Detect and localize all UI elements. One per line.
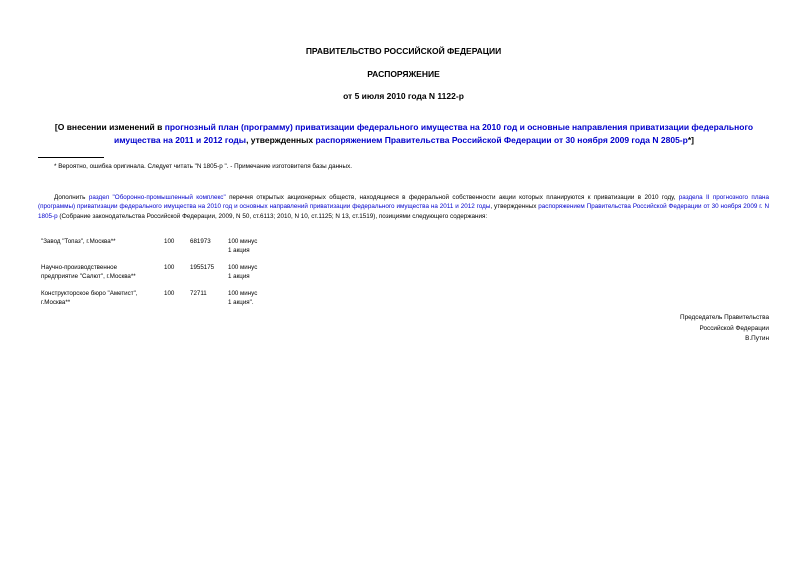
footnote: * Вероятно, ошибка оригинала. Следует читать "N 1805-р ". - Примечание изготовителя базы данных.	[54, 163, 352, 170]
subject-text-3: *]	[687, 134, 694, 145]
government-title: ПРАВИТЕЛЬСТВО РОССИЙСКОЙ ФЕДЕРАЦИИ	[305, 46, 502, 56]
body-text-3: , утвержденных	[490, 203, 539, 211]
body-link-defense-section[interactable]: раздел "Оборонно-промышленный комплекс"	[88, 194, 226, 201]
company-code: 681973	[190, 238, 211, 245]
company-positions-table	[41, 237, 288, 307]
subject-text-2: , утвержденных	[246, 134, 316, 145]
company-name: Научно-производственное предприятие "Салют", г.Москва**	[41, 264, 136, 280]
company-code: 72711	[190, 290, 207, 297]
signature-country: Российской Федерации	[699, 324, 769, 332]
table-row	[41, 237, 288, 255]
company-name: "Завод "Топаз", г.Москва**	[41, 238, 116, 245]
signature-block	[680, 313, 769, 345]
privatization-terms: 100 минус 1 акция	[228, 264, 258, 280]
document-type: РАСПОРЯЖЕНИЕ	[367, 69, 440, 79]
table-row	[41, 289, 288, 307]
document-date-number: от 5 июля 2010 года N 1122-р	[343, 91, 464, 101]
document-subject	[36, 121, 772, 146]
body-text-4: (Собрание законодательства Российской Федерации, 2009, N 50, ст.6113; 2010, N 10, ст.1125; N 13, ст.1519), позициями следующего содержания:	[57, 212, 488, 220]
subject-text-1: [О внесении изменений в	[54, 122, 165, 132]
signature-position: Председатель Правительства	[680, 314, 769, 321]
subject-link-privatization-plan[interactable]: прогнозный план (программу) приватизации федерального имущества на 2010 год и основные направления приватизации федерального имущества на 2011 и 2012 годы	[114, 122, 754, 145]
body-text-1: Дополнить	[54, 194, 89, 201]
privatization-terms: 100 минус 1 акция".	[228, 290, 258, 306]
body-paragraph	[38, 193, 769, 221]
subject-link-order-2805[interactable]: распоряжением Правительства Российской Федерации от 30 ноября 2009 года N 2805-р	[315, 134, 688, 145]
state-share: 100	[164, 238, 175, 245]
body-link-section-ii[interactable]: раздела II прогнозного плана (программы) приватизации федерального имущества на 2010 год и основных направлений приватизации федерального имущества на 2011 и 2012 годы	[38, 194, 769, 211]
table-row	[41, 263, 288, 281]
state-share: 100	[164, 264, 175, 271]
company-name: Конструкторское бюро "Аметист", г.Москва**	[41, 290, 138, 306]
signature-name: В.Путин	[745, 335, 769, 342]
body-link-order-1805[interactable]: распоряжением Правительства Российской Федерации от 30 ноября 2009 г. N 1805-р	[38, 203, 769, 220]
privatization-terms: 100 минус 1 акция	[228, 238, 258, 254]
state-share: 100	[164, 290, 175, 297]
footnote-divider	[38, 157, 104, 158]
body-text-2: перечня открытых акционерных обществ, находящиеся в федеральной собственности акции которых планируются к приватизации в 2010 году,	[225, 194, 679, 201]
company-code: 1955175	[190, 264, 215, 271]
